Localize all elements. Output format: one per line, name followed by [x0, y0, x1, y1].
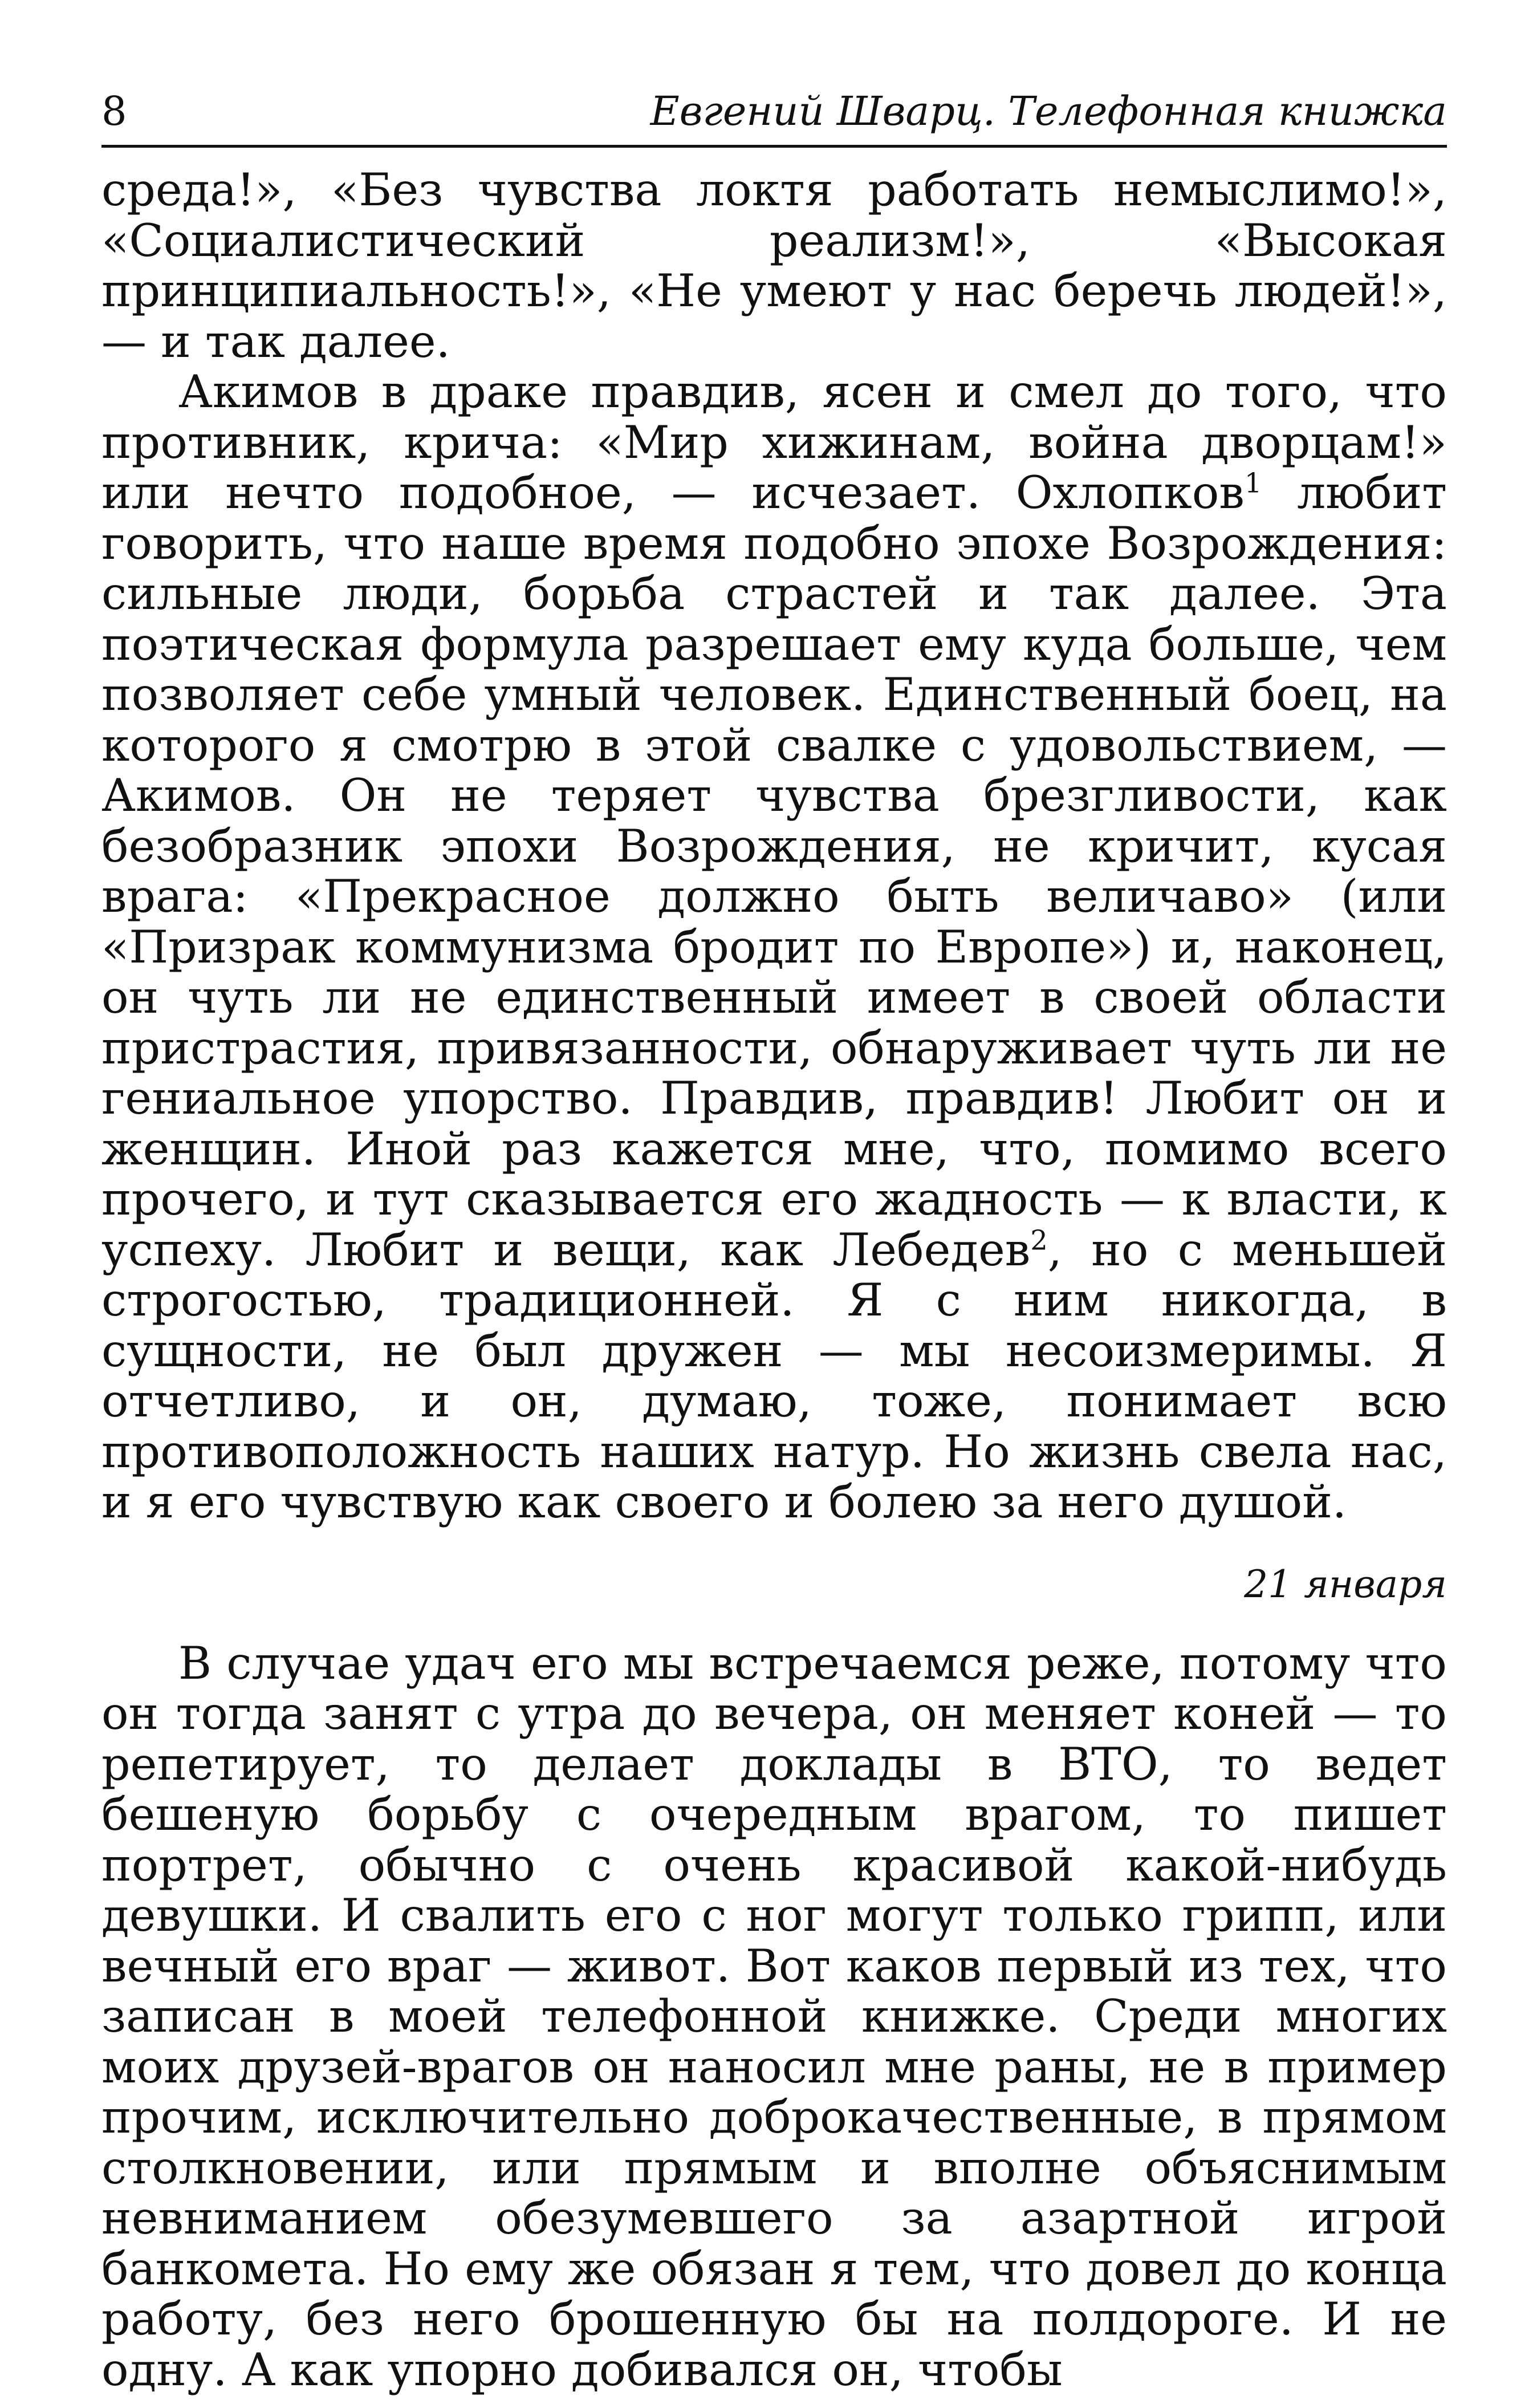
- header-title: Евгений Шварц. Телефонная книжка: [650, 88, 1447, 135]
- entry-date: 21 января: [1244, 1562, 1447, 1606]
- running-header: [101, 86, 1447, 148]
- body-text: [101, 165, 1447, 2395]
- page-number: 8: [101, 88, 127, 135]
- paragraph-continued: среда!», «Без чувства локтя работать немыслимо!», «Социалистический реализм!», «Высокая принципиальность!», «Не умеют у нас беречь людей!», — и так далее.: [101, 164, 1447, 368]
- footnote-marker-1: 1: [1244, 467, 1262, 500]
- paragraph-akimov-part-1: Акимов в драке правдив, ясен и смел до того, что противник, крича: «Мир хижинам, война дворцам!» или нечто подобное, — исчезает. Охлопков: [101, 366, 1447, 519]
- footnote-marker-2: 2: [1030, 1224, 1048, 1257]
- paragraph-akimov-part-2: любит говорить, что наше время подобно эпохе Возрождения: сильные люди, борьба страстей и так далее. Эта поэтическая формула разрешает ему куда больше, чем позволяет себе умный человек. Единственный боец, на которого я смотрю в этой свалке с удовольствием, — Акимов. Он не теряет чувства брезгливости, как безобразник эпохи Возрождения, не кричит, кусая врага: «Прекрасное должно быть величаво» (или «Призрак коммунизма бродит по Европе») и, наконец, он чуть ли не единственный имеет в своей области пристрастия, привязанности, обнаруживает чуть ли не гениальное упорство. Правдив, правдив! Любит он и женщин. Иной раз кажется мне, что, помимо всего прочего, и тут сказывается его жадность — к власти, к успеху. Любит и вещи, как Лебедев: [101, 466, 1447, 1276]
- paragraph-january-21: В случае удач его мы встречаемся реже, потому что он тогда занят с утра до вечера, он меняет коней — то репетирует, то делает доклады в ВТО, то ведет бешеную борьбу с очередным врагом, то пишет портрет, обычно с очень красивой какой-нибудь девушки. И свалить его с ног могут только грипп, или вечный его враг — живот. Вот каков первый из тех, что записан в моей телефонной книжке. Среди многих моих друзей-врагов он наносил мне раны, не в пример прочим, исключительно доброкачественные, в прямом столкновении, или прямым и вполне объяснимым невниманием обезумевшего за азартной игрой банкомета. Но ему же обязан я тем, что довел до конца работу, без него брошенную бы на полдороге. И не одну. А как упорно добивался он, чтобы: [101, 1637, 1447, 2396]
- paragraph-akimov-part-3: , но с меньшей строгостью, традиционней. Я с ним никогда, в сущности, не был дружен — мы несоизмеримы. Я отчетливо, и он, думаю, тоже, понимает всю противоположность наших натур. Но жизнь свела нас, и я его чувствую как своего и болею за него душой.: [101, 1223, 1447, 1528]
- book-page: [101, 86, 1447, 2395]
- paragraph-akimov: [101, 367, 1447, 1528]
